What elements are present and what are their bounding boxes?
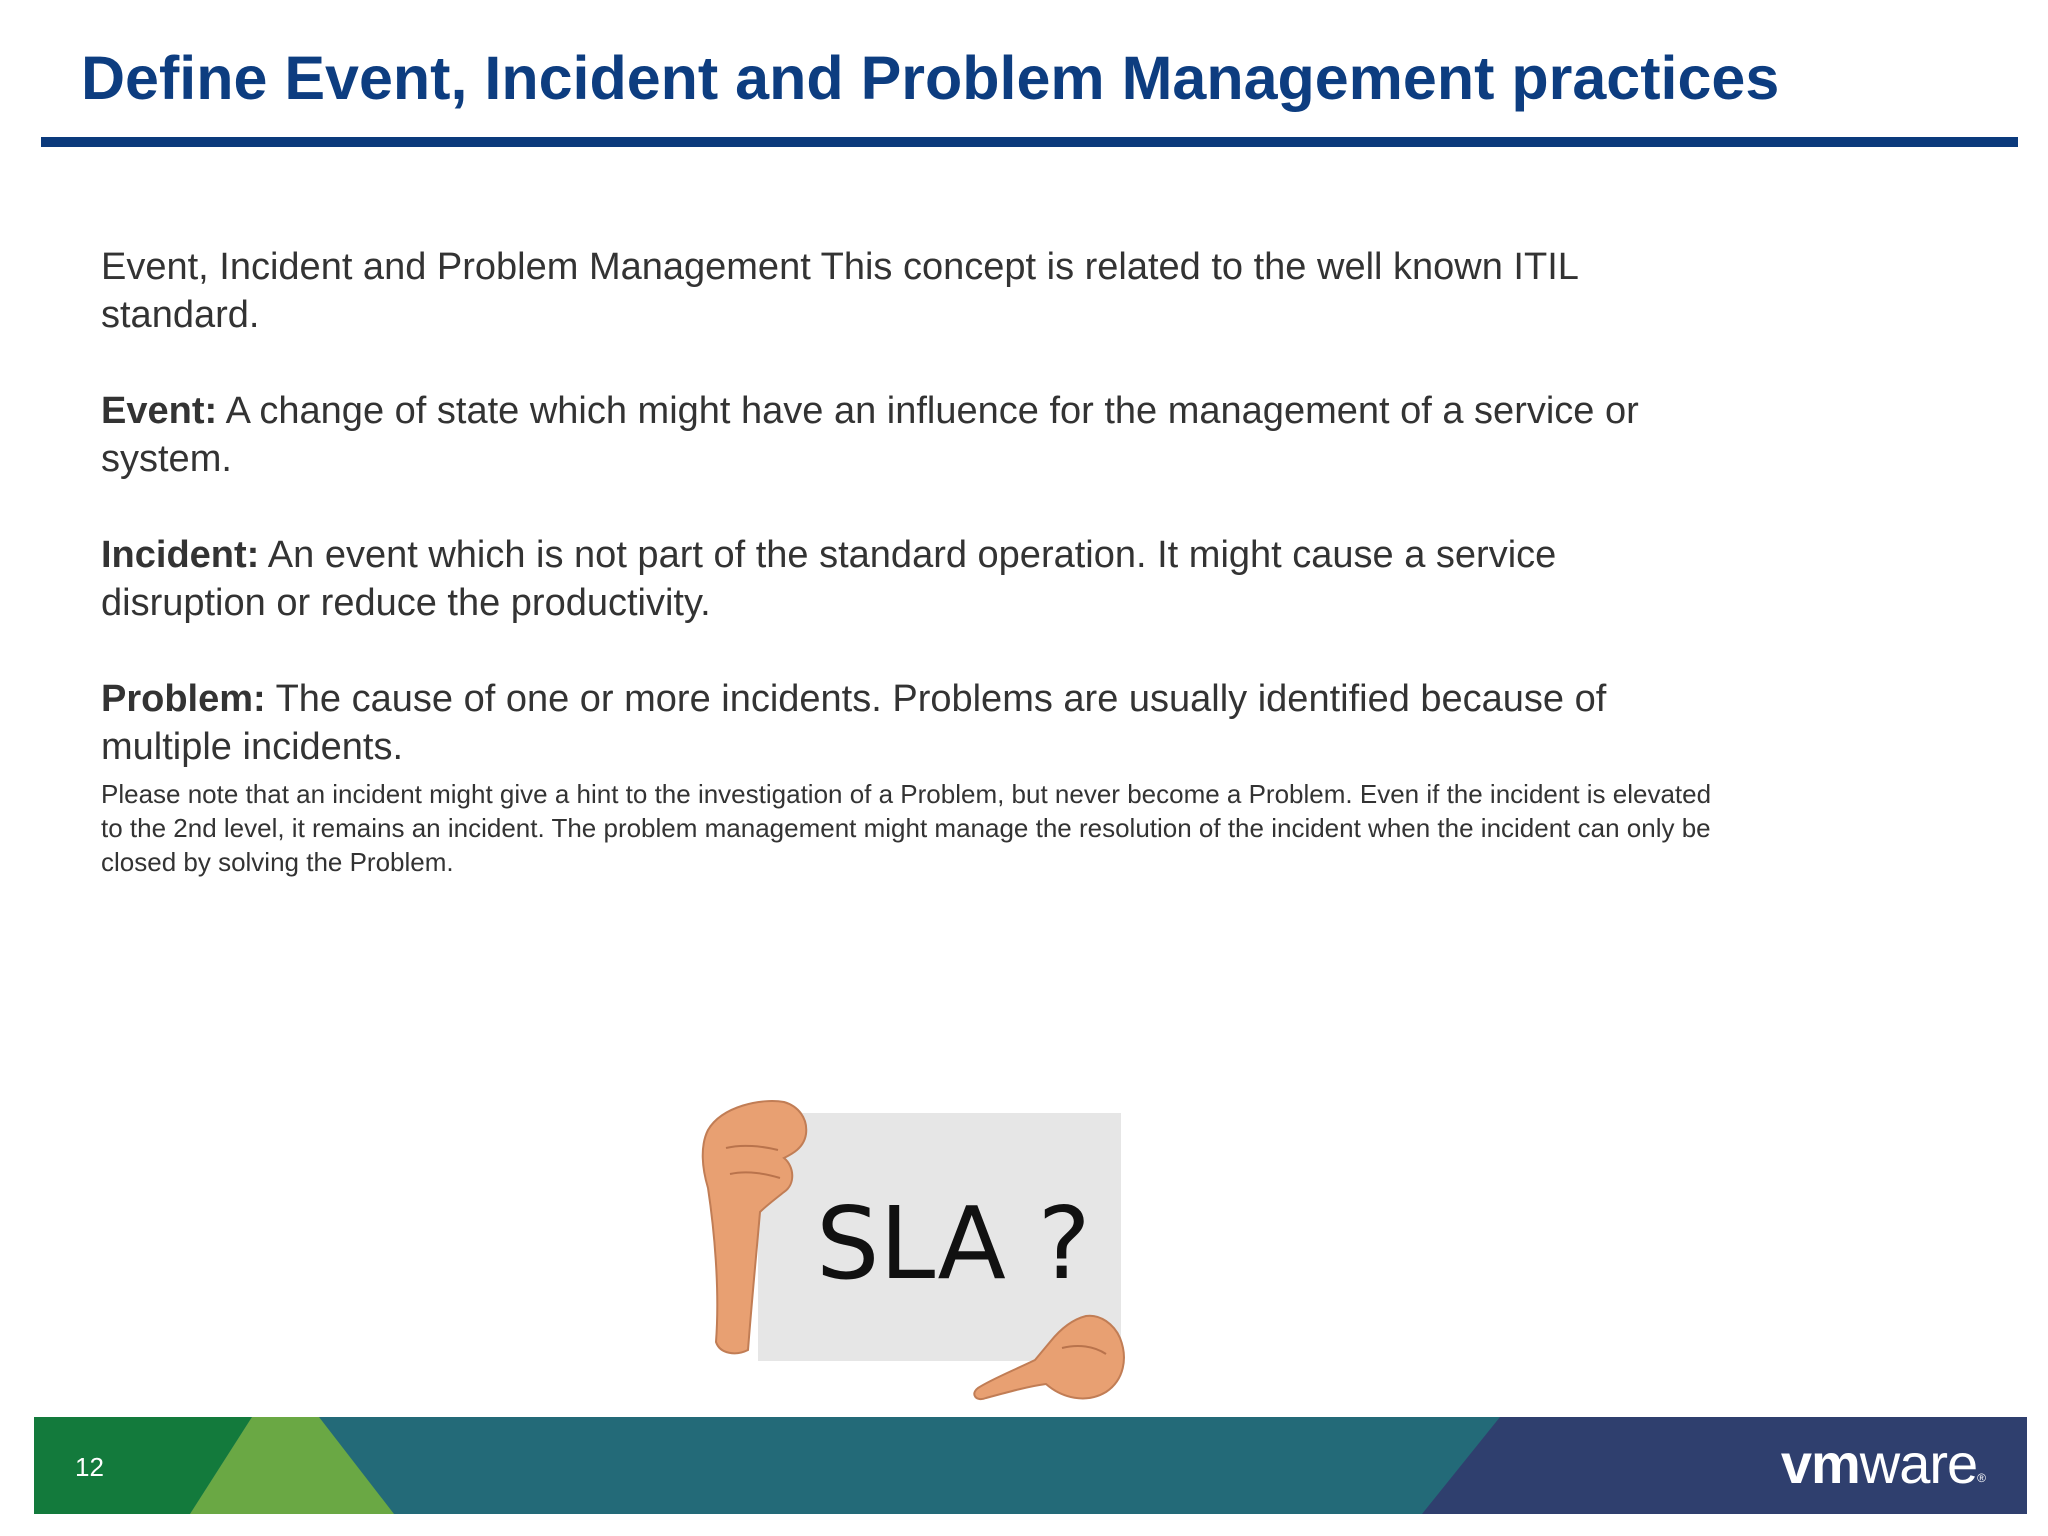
sla-sign-picture xyxy=(690,1088,1200,1408)
title-divider xyxy=(41,137,2018,147)
slide-title: Define Event, Incident and Problem Management practices xyxy=(81,44,1780,112)
sla-sign-text: SLA ? xyxy=(816,1185,1091,1302)
definition-event xyxy=(101,387,1721,483)
definition-problem xyxy=(101,675,1721,771)
definition-text-incident: An event which is not part of the standard operation. It might cause a service disruption or reduce the productivity. xyxy=(101,534,1557,624)
vmware-logo: vmware® xyxy=(1780,1432,1985,1495)
definition-incident xyxy=(101,531,1721,627)
intro-paragraph: Event, Incident and Problem Management This concept is related to the well known ITIL standard. xyxy=(101,246,1578,336)
footer-bar xyxy=(34,1417,2027,1514)
note-paragraph: Please note that an incident might give a hint to the investigation of a Problem, but never become a Problem. Even if the incident is elevated to the 2nd level, it remains an incident. The problem management might manage the resolution of the incident when the incident can only be closed by solving the Problem. xyxy=(101,779,1712,877)
definition-term-event: Event: xyxy=(101,390,218,432)
definition-term-problem: Problem: xyxy=(101,678,266,720)
definition-term-incident: Incident: xyxy=(101,534,260,576)
definition-text-problem: The cause of one or more incidents. Problems are usually identified because of multiple incidents. xyxy=(101,678,1607,768)
definition-text-event: A change of state which might have an influence for the management of a service or system. xyxy=(101,390,1639,480)
page-number: 12 xyxy=(75,1452,104,1482)
slide-body xyxy=(101,243,1721,879)
